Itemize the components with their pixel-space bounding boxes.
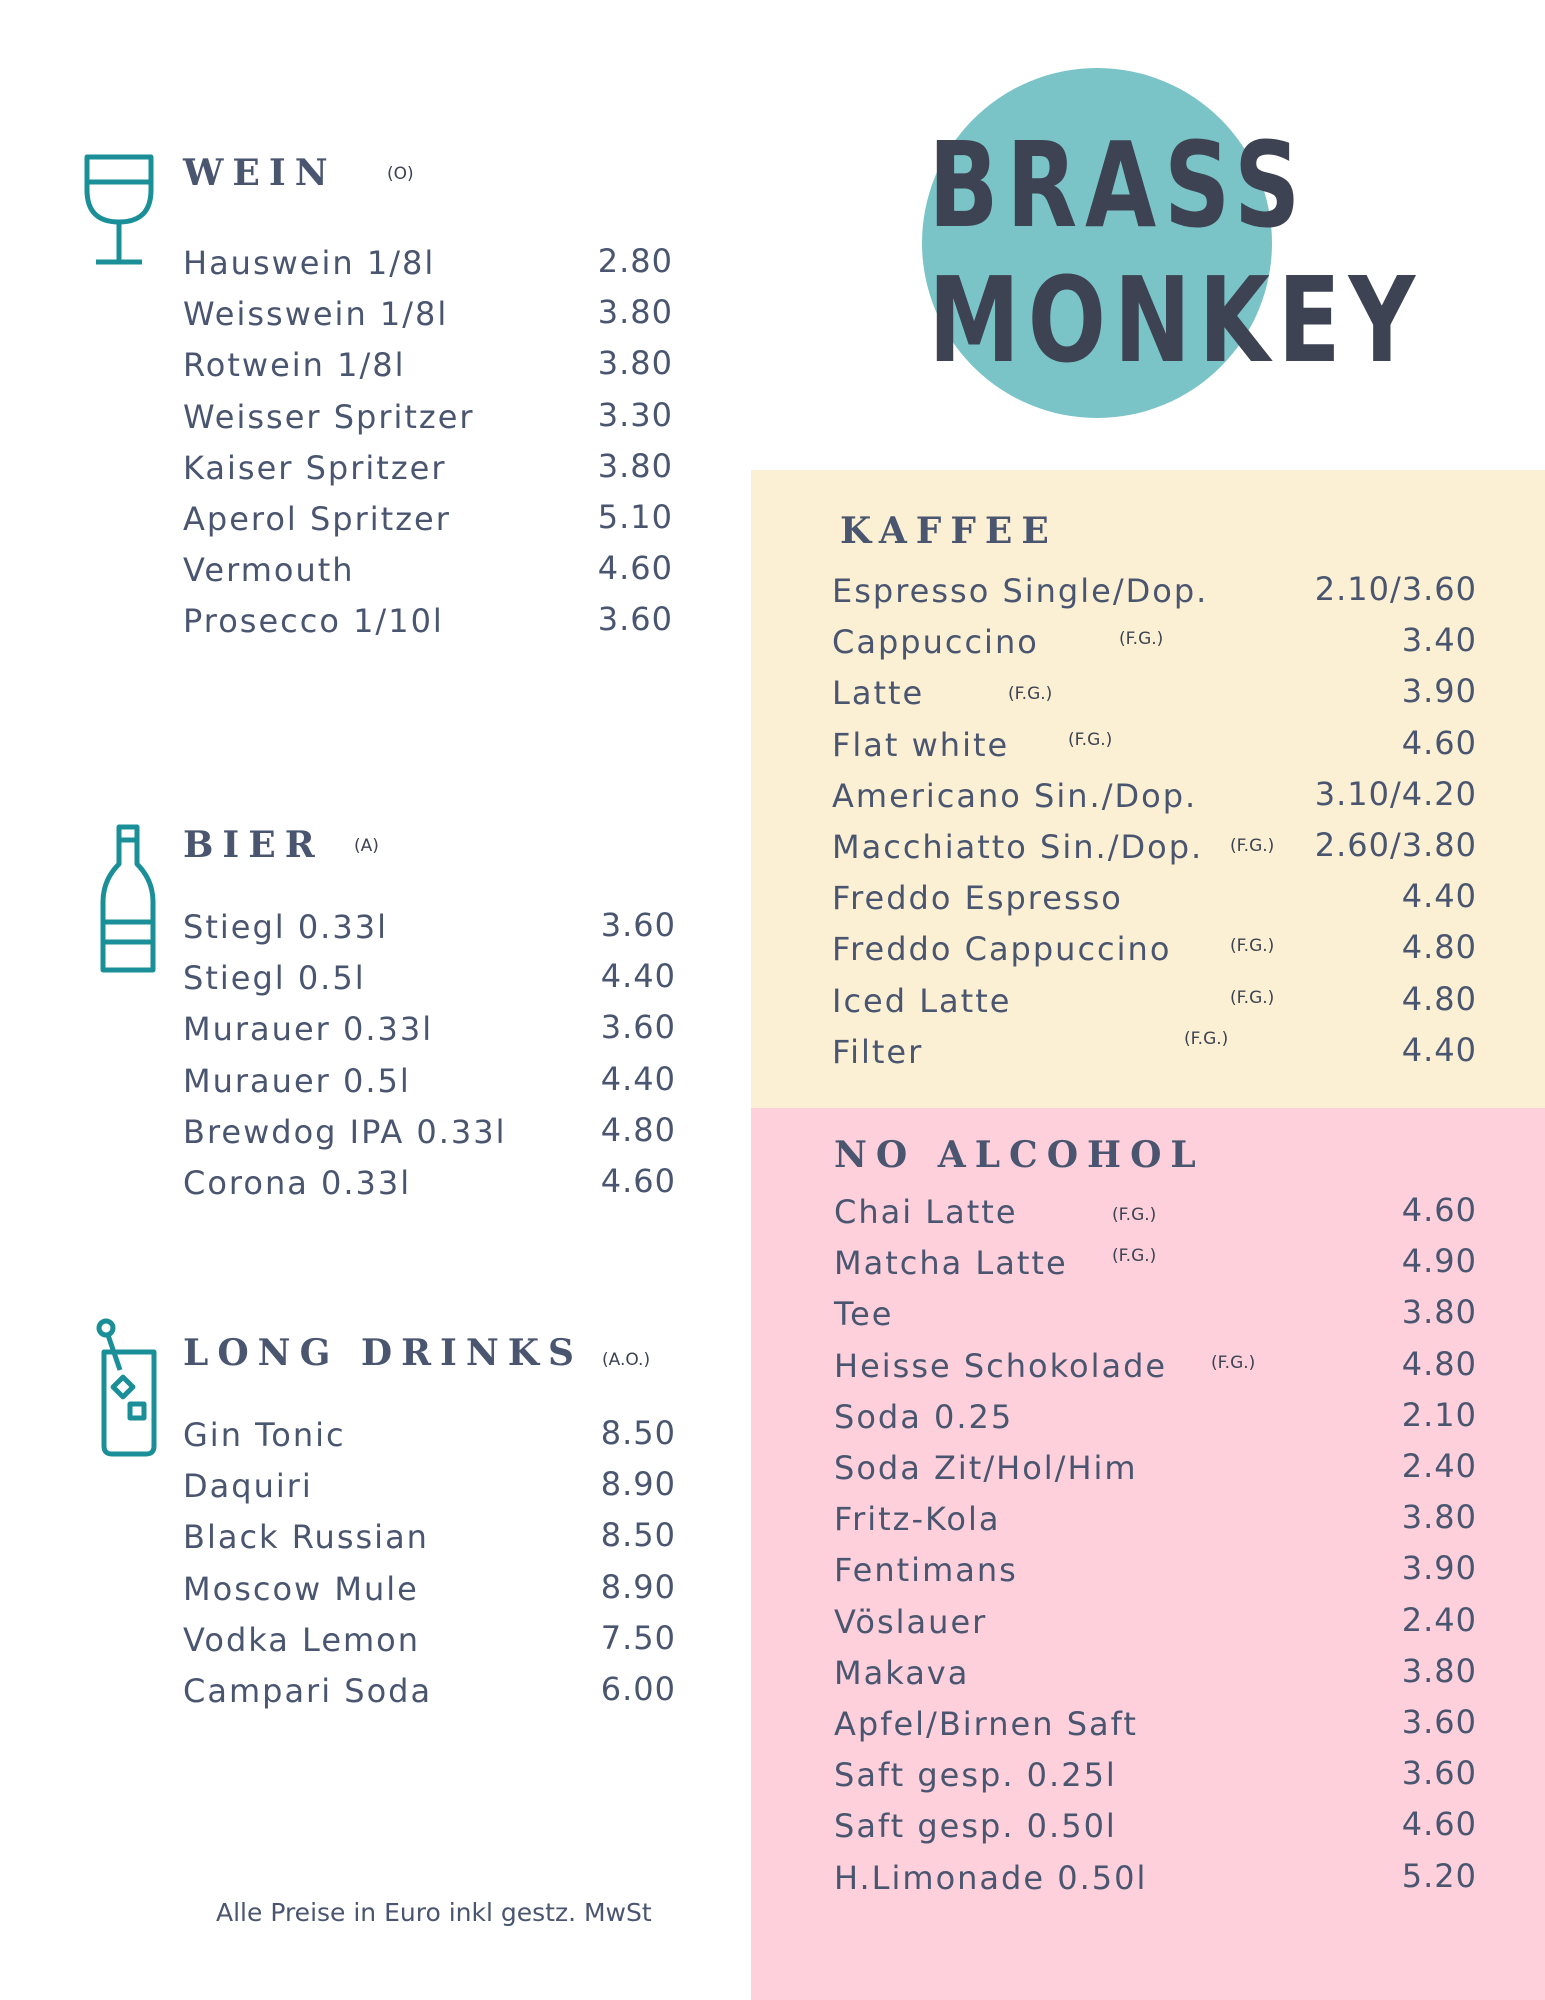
menu-item-name: Freddo Cappuccino	[832, 930, 1172, 968]
menu-item	[834, 1347, 1477, 1398]
menu-item	[834, 1551, 1477, 1602]
menu-item-price: 3.90	[1401, 672, 1477, 710]
menu-item-note: (F.G.)	[1008, 684, 1053, 704]
menu-item-price: 4.40	[1401, 877, 1477, 915]
menu-item	[183, 346, 673, 397]
wein-title: WEIN	[183, 152, 337, 194]
menu-item-name: Americano Sin./Dop.	[832, 777, 1198, 815]
menu-item-price: 3.30	[597, 396, 673, 434]
menu-item-price: 4.60	[597, 549, 673, 587]
menu-item	[183, 1416, 676, 1467]
menu-item-price: 8.90	[600, 1568, 676, 1606]
menu-item-name: Weisser Spritzer	[183, 398, 475, 436]
no-alcohol-title: NO ALCOHOL	[834, 1134, 1205, 1176]
menu-item-name: Macchiatto Sin./Dop.	[832, 828, 1204, 866]
menu-item-price: 3.60	[1401, 1703, 1477, 1741]
menu-item-price: 4.80	[600, 1111, 676, 1149]
menu-item	[183, 551, 673, 602]
cocktail-glass-icon	[94, 1318, 160, 1458]
menu-item-price: 4.40	[1401, 1031, 1477, 1069]
menu-item-name: Stiegl 0.5l	[183, 959, 366, 997]
menu-item-name: Soda 0.25	[834, 1398, 1014, 1436]
menu-item-price: 8.50	[600, 1516, 676, 1554]
menu-item-price: 3.80	[597, 447, 673, 485]
menu-item-price: 4.40	[600, 1060, 676, 1098]
menu-item-price: 3.80	[597, 293, 673, 331]
price-footnote: Alle Preise in Euro inkl gestz. MwSt	[216, 1898, 652, 1927]
menu-item	[183, 398, 673, 449]
menu-item-price: 2.40	[1401, 1601, 1477, 1639]
menu-item-price: 3.80	[597, 344, 673, 382]
wein-note: (O)	[387, 164, 414, 184]
menu-item	[832, 879, 1477, 930]
menu-item-note: (F.G.)	[1230, 936, 1275, 956]
menu-item-name: Aperol Spritzer	[183, 500, 451, 538]
menu-item-price: 4.90	[1401, 1242, 1477, 1280]
menu-item	[834, 1500, 1477, 1551]
menu-item-price: 2.40	[1401, 1447, 1477, 1485]
menu-item-price: 7.50	[600, 1619, 676, 1657]
menu-item-price: 4.40	[600, 957, 676, 995]
menu-item-name: Corona 0.33l	[183, 1164, 412, 1202]
menu-item-note: (F.G.)	[1230, 988, 1275, 1008]
brand-line-1: BRASS	[928, 116, 1309, 254]
bier-title: BIER	[183, 824, 324, 866]
menu-item	[834, 1756, 1477, 1807]
menu-item	[183, 1062, 676, 1113]
menu-item	[832, 777, 1477, 828]
menu-item	[183, 1467, 676, 1518]
menu-item-price: 3.10/4.20	[1314, 775, 1477, 813]
menu-item-name: Gin Tonic	[183, 1416, 346, 1454]
menu-item-price: 5.20	[1401, 1857, 1477, 1895]
menu-item-name: Chai Latte	[834, 1193, 1018, 1231]
menu-item	[183, 1164, 676, 1215]
menu-item	[832, 930, 1477, 981]
long-drinks-title: LONG DRINKS	[183, 1332, 584, 1374]
menu-item-price: 4.80	[1401, 980, 1477, 1018]
menu-item	[183, 1570, 676, 1621]
menu-item	[832, 726, 1477, 777]
menu-item-price: 2.10	[1401, 1396, 1477, 1434]
menu-item-price: 4.80	[1401, 928, 1477, 966]
menu-item-note: (F.G.)	[1230, 836, 1275, 856]
menu-item	[183, 1621, 676, 1672]
menu-item-note: (F.G.)	[1184, 1029, 1229, 1049]
menu-item-price: 3.60	[600, 1008, 676, 1046]
menu-item-name: Cappuccino	[832, 623, 1039, 661]
menu-item-name: Latte	[832, 674, 925, 712]
menu-item-note: (F.G.)	[1112, 1246, 1157, 1266]
menu-item-price: 3.80	[1401, 1293, 1477, 1331]
menu-item	[183, 500, 673, 551]
menu-item-name: Vöslauer	[834, 1603, 988, 1641]
menu-item-price: 3.60	[1401, 1754, 1477, 1792]
menu-item-name: Saft gesp. 0.25l	[834, 1756, 1117, 1794]
menu-item	[834, 1603, 1477, 1654]
menu-item-name: Kaiser Spritzer	[183, 449, 447, 487]
menu-item-name: Moscow Mule	[183, 1570, 419, 1608]
menu-item	[834, 1654, 1477, 1705]
beer-bottle-icon	[100, 824, 156, 974]
menu-item-name: Freddo Espresso	[832, 879, 1123, 917]
menu-item-name: Makava	[834, 1654, 970, 1692]
menu-item-name: Saft gesp. 0.50l	[834, 1807, 1117, 1845]
menu-item	[834, 1449, 1477, 1500]
menu-item-name: Fritz-Kola	[834, 1500, 1001, 1538]
menu-item-name: Vermouth	[183, 551, 355, 589]
kaffee-title: KAFFEE	[840, 510, 1058, 552]
menu-item-name: Heisse Schokolade	[834, 1347, 1168, 1385]
menu-item-name: Espresso Single/Dop.	[832, 572, 1209, 610]
bier-note: (A)	[354, 836, 379, 856]
menu-item-name: Soda Zit/Hol/Him	[834, 1449, 1138, 1487]
menu-item-name: Filter	[832, 1033, 924, 1071]
menu-item	[834, 1295, 1477, 1346]
menu-item-name: Murauer 0.5l	[183, 1062, 411, 1100]
menu-item-price: 3.60	[597, 600, 673, 638]
menu-item	[183, 449, 673, 500]
menu-item	[832, 828, 1477, 879]
menu-item-note: (F.G.)	[1211, 1353, 1256, 1373]
menu-item-name: Apfel/Birnen Saft	[834, 1705, 1138, 1743]
menu-item	[183, 1518, 676, 1569]
menu-item-name: Iced Latte	[832, 982, 1012, 1020]
menu-item	[183, 1010, 676, 1061]
menu-item	[183, 959, 676, 1010]
menu-item-note: (F.G.)	[1119, 629, 1164, 649]
menu-item-price: 4.60	[1401, 1805, 1477, 1843]
menu-item	[832, 1029, 1477, 1084]
menu-item	[832, 674, 1477, 725]
menu-item	[183, 244, 673, 295]
wine-glass-icon	[82, 152, 156, 268]
menu-item-name: Matcha Latte	[834, 1244, 1068, 1282]
menu-item	[834, 1244, 1477, 1295]
menu-item-name: Stiegl 0.33l	[183, 908, 388, 946]
menu-item-price: 8.50	[600, 1414, 676, 1452]
menu-item	[834, 1807, 1477, 1858]
menu-item-price: 3.60	[600, 906, 676, 944]
menu-item-name: Rotwein 1/8l	[183, 346, 406, 384]
menu-item	[832, 982, 1477, 1033]
menu-item-price: 3.80	[1401, 1652, 1477, 1690]
menu-item-price: 6.00	[600, 1670, 676, 1708]
menu-item	[834, 1398, 1477, 1449]
menu-item	[183, 908, 676, 959]
menu-item-name: Tee	[834, 1295, 894, 1333]
menu-item-name: Black Russian	[183, 1518, 429, 1556]
menu-item	[183, 1113, 676, 1164]
menu-item-name: Fentimans	[834, 1551, 1018, 1589]
menu-item-name: Hauswein 1/8l	[183, 244, 436, 282]
menu-item-price: 8.90	[600, 1465, 676, 1503]
menu-item	[834, 1705, 1477, 1756]
menu-item-price: 2.80	[597, 242, 673, 280]
menu-item-name: Weisswein 1/8l	[183, 295, 449, 333]
menu-item-price: 2.10/3.60	[1314, 570, 1477, 608]
menu-item-price: 5.10	[597, 498, 673, 536]
menu-item	[832, 572, 1477, 623]
menu-item-name: Brewdog IPA 0.33l	[183, 1113, 507, 1151]
menu-item-price: 3.90	[1401, 1549, 1477, 1587]
menu-item-price: 4.60	[1401, 1191, 1477, 1229]
menu-item-price: 3.40	[1401, 621, 1477, 659]
long-drinks-note: (A.O.)	[602, 1350, 651, 1370]
menu-item	[834, 1859, 1477, 1910]
menu-item	[183, 602, 673, 653]
menu-item-price: 2.60/3.80	[1314, 826, 1477, 864]
menu-item-price: 3.80	[1401, 1498, 1477, 1536]
brand-logo	[928, 116, 1423, 389]
menu-item	[183, 295, 673, 346]
menu-item-note: (F.G.)	[1068, 730, 1113, 750]
menu-item-name: Vodka Lemon	[183, 1621, 421, 1659]
menu-item-name: Prosecco 1/10l	[183, 602, 444, 640]
menu-item-price: 4.60	[1401, 724, 1477, 762]
menu-item-name: H.Limonade 0.50l	[834, 1859, 1148, 1897]
menu-item	[834, 1193, 1477, 1244]
menu-item	[183, 1672, 676, 1723]
menu-item-note: (F.G.)	[1112, 1205, 1157, 1225]
menu-item-name: Flat white	[832, 726, 1010, 764]
menu-item-name: Daquiri	[183, 1467, 313, 1505]
menu-item-name: Murauer 0.33l	[183, 1010, 434, 1048]
menu-item-price: 4.80	[1401, 1345, 1477, 1383]
menu-item-name: Campari Soda	[183, 1672, 433, 1710]
brand-line-2: MONKEY	[928, 251, 1423, 389]
menu-item	[832, 623, 1477, 674]
menu-item-price: 4.60	[600, 1162, 676, 1200]
